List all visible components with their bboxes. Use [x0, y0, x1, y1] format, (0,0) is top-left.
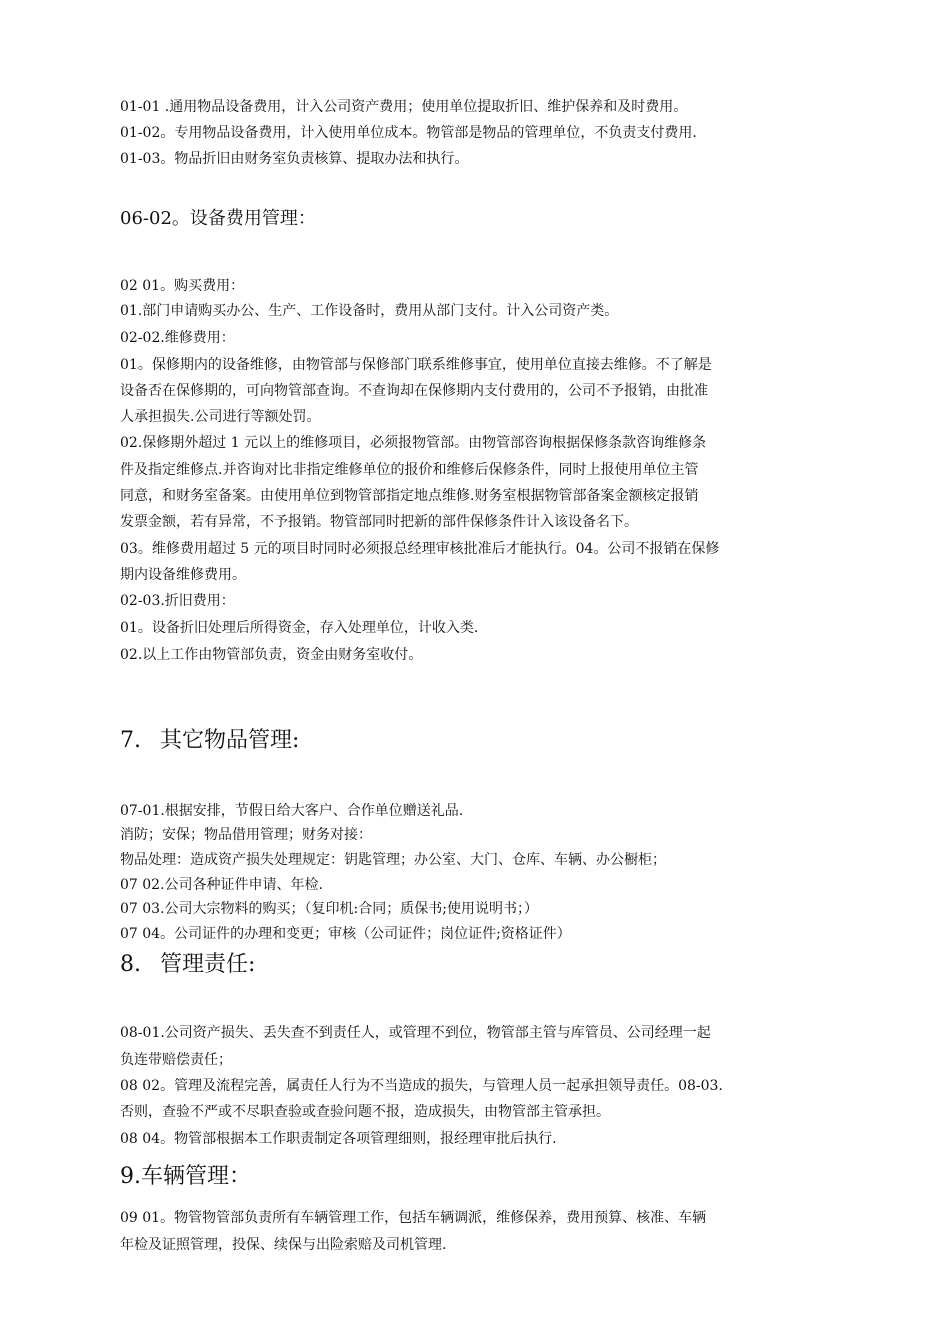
- section-number: 7.: [120, 728, 141, 753]
- paragraph-line: 01。保修期内的设备维修，由物管部与保修部门联系维修事宜，使用单位直接去维修。不了解是: [120, 357, 712, 373]
- paragraph-line: 08 04。物管部根据本工作职责制定各项管理细则，报经理审批后执行.: [120, 1131, 557, 1147]
- paragraph-line: 08 02。管理及流程完善，属责任人行为不当造成的损失，与管理人员一起承担领导责任。08-03.: [120, 1078, 723, 1094]
- section-number: 8.: [120, 952, 141, 977]
- paragraph-line: 期内设备维修费用。: [120, 567, 246, 583]
- paragraph-line: 人承担损失.公司进行等额处罚。: [120, 409, 321, 425]
- paragraph-line: 07 04。公司证件的办理和变更；审核（公司证件；岗位证件;资格证件）: [120, 926, 571, 942]
- section-title: 管理责任:: [160, 952, 256, 977]
- paragraph-line: 01-03。物品折旧由财务室负责核算、提取办法和执行。: [120, 151, 469, 167]
- paragraph-line: 01。设备折旧处理后所得资金，存入处理单位，计收入类.: [120, 620, 479, 636]
- section-heading-7: [120, 726, 299, 756]
- paragraph-line: 同意，和财务室备案。由使用单位到物管部指定地点维修.财务室根据物管部备案金额核定报销: [120, 488, 699, 504]
- section-heading-06-02: 06-02。设备费用管理：: [120, 208, 316, 229]
- paragraph-line: 02-03.折旧费用：: [120, 593, 235, 609]
- paragraph-line: 07 02.公司各种证件申请、年检.: [120, 877, 323, 893]
- paragraph-line: 否则，查验不严或不尽职查验或查验问题不报，造成损失，由物管部主管承担。: [120, 1104, 610, 1120]
- section-title: 其它物品管理:: [160, 728, 300, 753]
- paragraph-line: 09 01。物管物管部负责所有车辆管理工作，包括车辆调派，维修保养，费用预算、核准、车辆: [120, 1210, 707, 1226]
- paragraph-line: 设备否在保修期的，可向物管部查询。不查询却在保修期内支付费用的，公司不予报销，由批准: [120, 383, 708, 399]
- paragraph-line: 消防；安保；物品借用管理；财务对接：: [120, 827, 372, 843]
- paragraph-line: 发票金额，若有异常，不予报销。物管部同时把新的部件保修条件计入该设备名下。: [120, 514, 638, 530]
- paragraph-line: 年检及证照管理，投保、续保与出险索赔及司机管理.: [120, 1237, 447, 1253]
- paragraph-line: 03。维修费用超过 5 元的项目时同时必须报总经理审核批准后才能执行。04。公司不报销在保修: [120, 541, 720, 557]
- paragraph-line: 01-02。专用物品设备费用，计入使用单位成本。物管部是物品的管理单位，不负责支付费用.: [120, 125, 697, 141]
- paragraph-line: 件及指定维修点.并咨询对比非指定维修单位的报价和维修后保修条件，同时上报使用单位主管: [120, 462, 699, 478]
- paragraph-line: 02-02.维修费用：: [120, 330, 235, 346]
- paragraph-line: 08-01.公司资产损失、丢失查不到责任人，或管理不到位，物管部主管与库管员、公司经理一起: [120, 1025, 711, 1041]
- paragraph-line: 02.以上工作由物管部负责，资金由财务室收付。: [120, 647, 423, 663]
- paragraph-line: 02.保修期外超过 1 元以上的维修项目，必须报物管部。由物管部咨询根据保修条款咨询维修条: [120, 435, 707, 451]
- paragraph-line: 物品处理：造成资产损失处理规定：钥匙管理；办公室、大门、仓库、车辆、办公橱柜；: [120, 852, 666, 868]
- paragraph-line: 07-01.根据安排，节假日给大客户、合作单位赠送礼品.: [120, 803, 464, 819]
- section-heading-9: 9.车辆管理：: [120, 1164, 251, 1189]
- paragraph-line: 负连带赔偿责任；: [120, 1052, 232, 1068]
- section-heading-8: [120, 950, 255, 980]
- paragraph-line: 01-01 .通用物品设备费用，计入公司资产费用；使用单位提取折旧、维护保养和及时费用。: [120, 99, 688, 115]
- paragraph-line: 01.部门申请购买办公、生产、工作设备时，费用从部门支付。计入公司资产类。: [120, 303, 619, 319]
- paragraph-line: 02 01。购买费用：: [120, 278, 245, 294]
- paragraph-line: 07 03.公司大宗物料的购买；（复印机:合同；质保书;使用说明书；）: [120, 901, 538, 917]
